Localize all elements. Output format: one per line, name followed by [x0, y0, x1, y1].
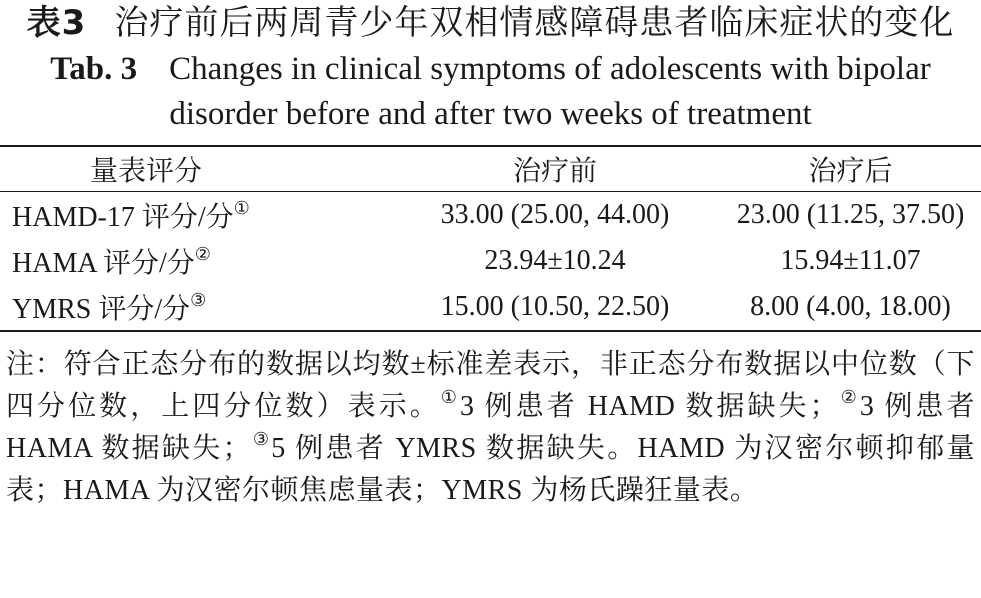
note-text-3: 3 例患者 HAMA 数据缺失；: [6, 391, 975, 464]
row-after: 23.00 (11.25, 37.50): [736, 199, 965, 230]
row-before: 23.94±10.24: [484, 245, 626, 276]
table-footnote: [0, 344, 981, 512]
row-before: 15.00 (10.50, 22.50): [440, 291, 670, 322]
header-before: 治疗前: [512, 156, 597, 187]
caption-text-en: Changes in clinical symptoms of adolescents with bipolar disorder before and after two weeks of treatment: [169, 51, 931, 132]
row-after: 15.94±11.07: [780, 245, 921, 276]
note-text-1: 注：符合正态分布的数据以均数±标准差表示，非正态分布数据以中位数（下四分位数，上四分位数）表示。: [6, 349, 975, 422]
caption-chinese: [0, 0, 981, 47]
scale-label: HAMA 评分/分: [12, 248, 195, 279]
table-header-row: [0, 146, 981, 192]
row-scale: [0, 192, 390, 239]
note-text-4: 5 例患者 YMRS 数据缺失。HAMD 为汉密尔顿抑郁量表；HAMA 为汉密尔顿焦虑量表；YMRS 为杨氏躁狂量表。: [6, 433, 976, 506]
table-row: [0, 238, 981, 284]
footnote-mark: ③: [190, 290, 207, 310]
header-scale: 量表评分: [90, 156, 203, 187]
footnote-mark: ①: [440, 387, 460, 407]
table-row: [0, 192, 981, 239]
caption-english: [0, 47, 981, 137]
footnote-mark: ①: [233, 198, 250, 218]
caption-text-cn: 治疗前后两周青少年双相情感障碍患者临床症状的变化: [114, 5, 955, 42]
scale-label: HAMD-17 评分/分: [12, 202, 234, 233]
footnote-mark: ③: [251, 429, 272, 449]
row-scale: [0, 284, 390, 331]
row-after: 8.00 (4.00, 18.00): [750, 291, 951, 322]
footnote-mark: ②: [838, 387, 860, 407]
footnote-mark: ②: [194, 244, 211, 264]
clinical-symptoms-table: [0, 145, 981, 332]
caption-label-cn: 表3: [26, 3, 87, 43]
row-before: 33.00 (25.00, 44.00): [440, 199, 670, 230]
scale-label: YMRS 评分/分: [12, 294, 191, 325]
table-caption: [0, 0, 981, 137]
header-after: 治疗后: [808, 156, 893, 187]
caption-label-en: Tab. 3: [50, 51, 138, 87]
row-scale: [0, 238, 390, 284]
table-row: [0, 284, 981, 331]
note-text-2: 3 例患者 HAMD 数据缺失；: [459, 391, 839, 422]
